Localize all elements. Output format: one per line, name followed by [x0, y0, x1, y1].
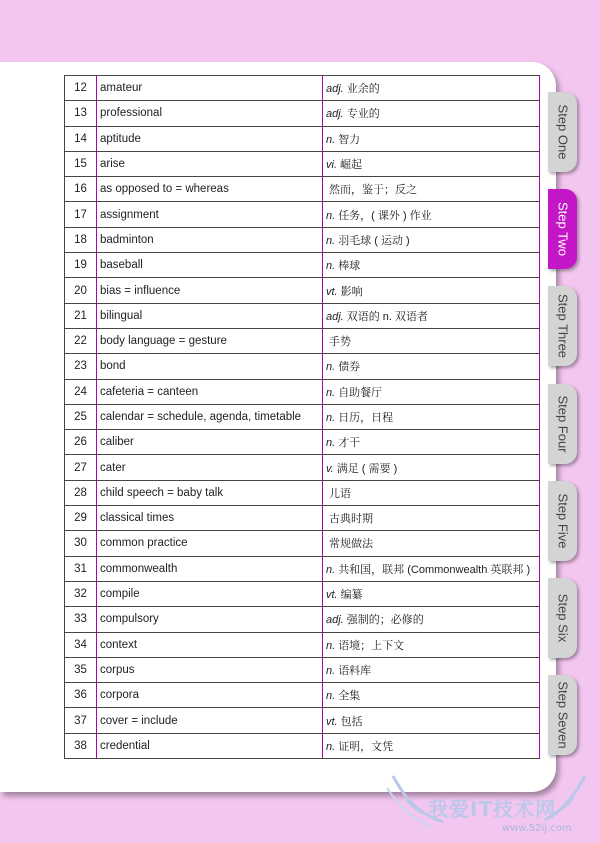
definition-cell — [323, 379, 540, 404]
part-of-speech: v. — [326, 462, 334, 475]
row-number: 26 — [65, 430, 97, 455]
tab-step-two[interactable] — [548, 189, 577, 269]
definition-cell — [323, 455, 540, 480]
row-number: 20 — [65, 278, 97, 303]
tab-step-five[interactable] — [548, 481, 577, 561]
chinese-meaning: 儿语 — [329, 487, 351, 500]
chinese-meaning: 债券 — [338, 361, 361, 374]
table-row — [65, 581, 540, 606]
tab-label: Step Seven — [555, 681, 570, 749]
english-term: credential — [97, 733, 323, 758]
part-of-speech: n. — [326, 361, 336, 374]
english-term: body language = gesture — [97, 328, 323, 353]
english-term: cover = include — [97, 708, 323, 733]
chinese-meaning: 业余的 — [346, 83, 380, 96]
row-number: 19 — [65, 253, 97, 278]
table-row — [65, 101, 540, 126]
definition-cell — [323, 253, 540, 278]
row-number: 28 — [65, 480, 97, 505]
row-number: 38 — [65, 733, 97, 758]
definition-cell — [323, 354, 540, 379]
chinese-meaning: 常规做法 — [329, 538, 373, 551]
table-row — [65, 328, 540, 353]
chinese-meaning: 编纂 — [340, 589, 363, 602]
english-term: calendar = schedule, agenda, timetable — [97, 404, 323, 429]
definition-cell — [323, 101, 540, 126]
part-of-speech: adj. — [326, 614, 344, 627]
chinese-meaning: 然而，鉴于；反之 — [329, 184, 417, 197]
definition-cell — [323, 581, 540, 606]
english-term: common practice — [97, 531, 323, 556]
table-row — [65, 708, 540, 733]
tab-label: Step Two — [555, 202, 570, 256]
chinese-meaning: 手势 — [329, 336, 351, 349]
row-number: 37 — [65, 708, 97, 733]
part-of-speech: n. — [326, 664, 336, 677]
row-number: 24 — [65, 379, 97, 404]
english-term: arise — [97, 151, 323, 176]
definition-cell — [323, 733, 540, 758]
chinese-meaning: 语料库 — [338, 664, 372, 677]
definition-cell — [323, 278, 540, 303]
english-term: bias = influence — [97, 278, 323, 303]
chinese-meaning: 羽毛球 ( 运动 ) — [338, 234, 410, 247]
vocabulary-table — [64, 75, 540, 759]
definition-cell — [323, 708, 540, 733]
part-of-speech: n. — [326, 133, 336, 146]
chinese-meaning: 包括 — [340, 715, 363, 728]
definition-cell — [323, 607, 540, 632]
english-term: compulsory — [97, 607, 323, 632]
table-row — [65, 455, 540, 480]
table-row — [65, 202, 540, 227]
row-number: 33 — [65, 607, 97, 632]
english-term: corpora — [97, 683, 323, 708]
row-number: 21 — [65, 303, 97, 328]
definition-cell — [323, 657, 540, 682]
chinese-meaning: 自助餐厅 — [338, 386, 383, 399]
definition-cell — [323, 506, 540, 531]
part-of-speech: n. — [326, 209, 336, 222]
part-of-speech: n. — [326, 386, 336, 399]
chinese-meaning: 任务，( 课外 ) 作业 — [338, 209, 432, 222]
row-number: 27 — [65, 455, 97, 480]
english-term: context — [97, 632, 323, 657]
chinese-meaning: 共和国，联邦 (Commonwealth 英联邦 ) — [338, 563, 531, 576]
tab-step-four[interactable] — [548, 384, 577, 464]
table-row — [65, 379, 540, 404]
table-row — [65, 76, 540, 101]
tab-label: Step One — [555, 104, 570, 160]
chinese-meaning: 才干 — [338, 437, 361, 450]
definition-cell — [323, 76, 540, 101]
table-row — [65, 253, 540, 278]
definition-cell — [323, 177, 540, 202]
definition-cell — [323, 404, 540, 429]
english-term: bond — [97, 354, 323, 379]
tab-step-six[interactable] — [548, 578, 577, 658]
part-of-speech: n. — [326, 437, 336, 450]
table-row — [65, 151, 540, 176]
english-term: corpus — [97, 657, 323, 682]
english-term: as opposed to = whereas — [97, 177, 323, 202]
table-row — [65, 733, 540, 758]
definition-cell — [323, 227, 540, 252]
watermark-url: www.52ij.com — [502, 823, 572, 834]
table-row — [65, 227, 540, 252]
table-row — [65, 683, 540, 708]
chinese-meaning: 强制的；必修的 — [346, 614, 424, 627]
watermark-text: 我爱IT技术网 — [428, 797, 557, 821]
table-row — [65, 278, 540, 303]
chinese-meaning: 棒球 — [338, 260, 361, 273]
row-number: 35 — [65, 657, 97, 682]
definition-cell — [323, 556, 540, 581]
row-number: 16 — [65, 177, 97, 202]
row-number: 14 — [65, 126, 97, 151]
definition-cell — [323, 531, 540, 556]
chinese-meaning: 崛起 — [340, 159, 362, 172]
table-row — [65, 126, 540, 151]
row-number: 23 — [65, 354, 97, 379]
english-term: badminton — [97, 227, 323, 252]
part-of-speech: adj. — [326, 108, 344, 121]
table-row — [65, 430, 540, 455]
row-number: 18 — [65, 227, 97, 252]
table-row — [65, 480, 540, 505]
table-row — [65, 404, 540, 429]
part-of-speech: adj. — [326, 310, 344, 323]
row-number: 17 — [65, 202, 97, 227]
table-row — [65, 303, 540, 328]
tab-step-one[interactable] — [548, 92, 577, 172]
table-row — [65, 354, 540, 379]
row-number: 32 — [65, 581, 97, 606]
table-row — [65, 531, 540, 556]
chinese-meaning: 全集 — [338, 690, 361, 703]
tab-step-three[interactable] — [548, 286, 577, 366]
chinese-meaning: 满足 ( 需要 ) — [336, 462, 398, 475]
tab-label: Step Three — [555, 293, 570, 359]
part-of-speech: n. — [326, 563, 336, 576]
definition-cell — [323, 126, 540, 151]
tab-label: Step Five — [555, 493, 570, 549]
tab-label: Step Six — [555, 593, 570, 643]
english-term: classical times — [97, 506, 323, 531]
chinese-meaning: 语境；上下文 — [338, 639, 405, 652]
english-term: aptitude — [97, 126, 323, 151]
table-row — [65, 607, 540, 632]
row-number: 13 — [65, 101, 97, 126]
part-of-speech: vi. — [326, 159, 337, 172]
english-term: commonwealth — [97, 556, 323, 581]
part-of-speech: n. — [326, 412, 336, 424]
chinese-meaning: 古典时期 — [329, 513, 373, 526]
english-term: bilingual — [97, 303, 323, 328]
row-number: 29 — [65, 506, 97, 531]
table-row — [65, 177, 540, 202]
row-number: 34 — [65, 632, 97, 657]
english-term: caliber — [97, 430, 323, 455]
row-number: 36 — [65, 683, 97, 708]
chinese-meaning: 证明，文凭 — [338, 740, 394, 753]
table-row — [65, 632, 540, 657]
tab-step-seven[interactable] — [548, 675, 577, 755]
part-of-speech: vt. — [326, 285, 338, 298]
tab-label: Step Four — [555, 395, 570, 453]
definition-cell — [323, 151, 540, 176]
row-number: 15 — [65, 151, 97, 176]
row-number: 25 — [65, 404, 97, 429]
definition-cell — [323, 632, 540, 657]
part-of-speech: vt. — [326, 715, 338, 728]
english-term: child speech = baby talk — [97, 480, 323, 505]
part-of-speech: n. — [326, 234, 336, 247]
definition-cell — [323, 202, 540, 227]
definition-cell — [323, 683, 540, 708]
chinese-meaning: 日历，日程 — [338, 412, 394, 424]
chinese-meaning: 影响 — [340, 285, 363, 298]
row-number: 30 — [65, 531, 97, 556]
english-term: baseball — [97, 253, 323, 278]
part-of-speech: vt. — [326, 589, 338, 602]
part-of-speech: n. — [326, 690, 336, 703]
english-term: compile — [97, 581, 323, 606]
english-term: cafeteria = canteen — [97, 379, 323, 404]
english-term: assignment — [97, 202, 323, 227]
english-term: amateur — [97, 76, 323, 101]
table-row — [65, 556, 540, 581]
row-number: 31 — [65, 556, 97, 581]
row-number: 22 — [65, 328, 97, 353]
part-of-speech: adj. — [326, 83, 344, 96]
chinese-meaning: 双语的 n. 双语者 — [346, 310, 429, 323]
english-term: professional — [97, 101, 323, 126]
english-term: cater — [97, 455, 323, 480]
definition-cell — [323, 303, 540, 328]
part-of-speech: n. — [326, 260, 336, 273]
table-row — [65, 506, 540, 531]
table-row — [65, 657, 540, 682]
definition-cell — [323, 430, 540, 455]
part-of-speech: n. — [326, 740, 336, 753]
definition-cell — [323, 480, 540, 505]
row-number: 12 — [65, 76, 97, 101]
chinese-meaning: 智力 — [338, 133, 361, 146]
definition-cell — [323, 328, 540, 353]
chinese-meaning: 专业的 — [346, 108, 380, 121]
part-of-speech: n. — [326, 639, 336, 652]
